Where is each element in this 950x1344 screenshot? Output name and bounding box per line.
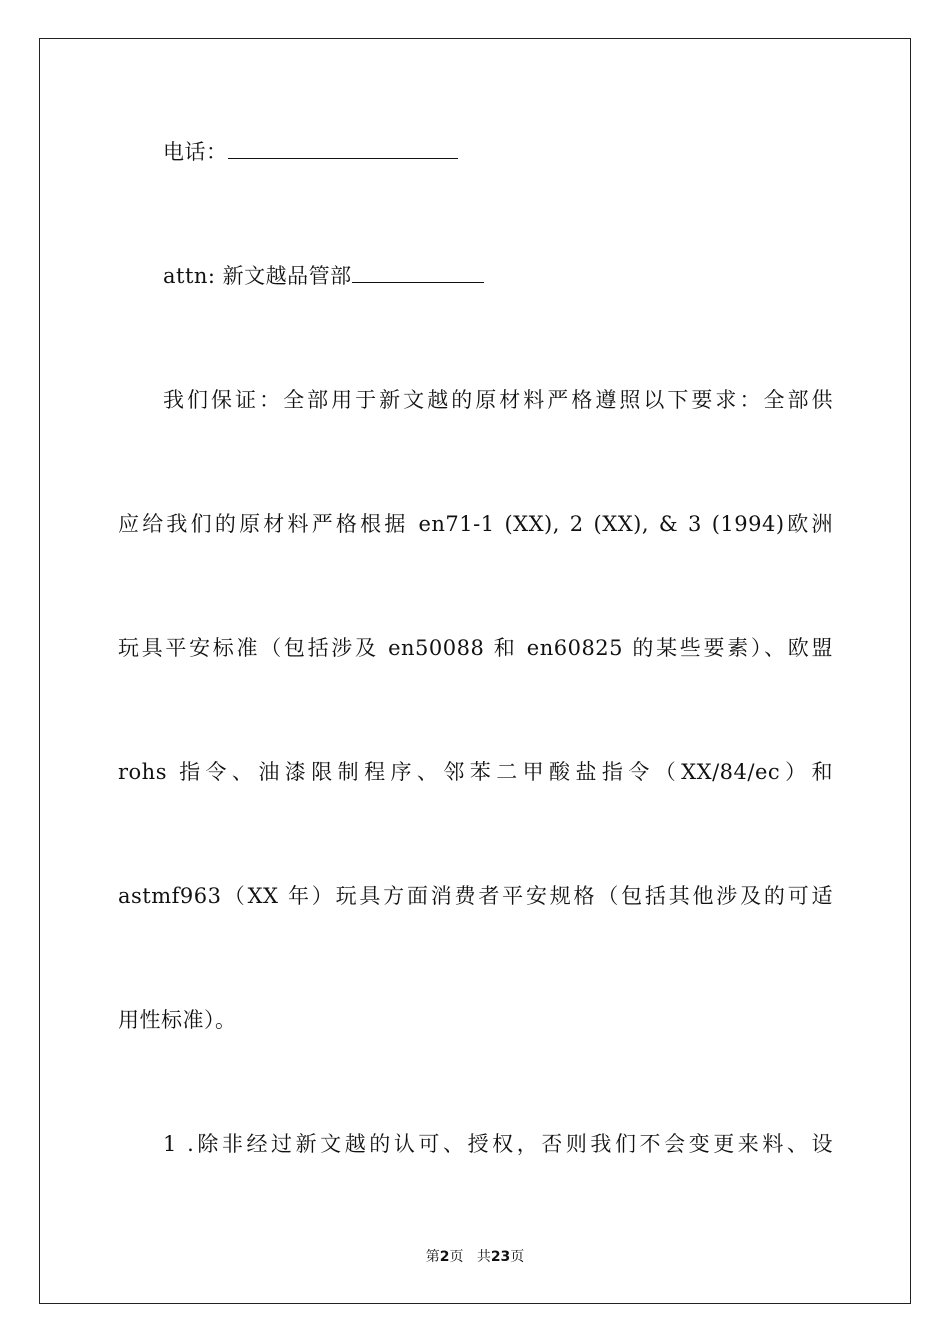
footer-page-suffix: 页 — [449, 1249, 464, 1265]
footer-total-pages: 23 — [490, 1249, 511, 1265]
paragraph-line: astmf963（XX 年）玩具方面消费者平安规格（包括其他涉及的可适 — [118, 884, 833, 908]
footer-current-page: 2 — [439, 1249, 450, 1265]
paragraph-line: 用性标准）。 — [118, 1008, 237, 1032]
attn-blank-line — [352, 262, 484, 283]
paragraph-line: 玩具平安标准（包括涉及 en50088 和 en60825 的某些要素）、欧盟 — [118, 636, 833, 660]
paragraph-line: 应给我们的原材料严格根据 en71-1 (XX), 2 (XX), & 3 (1994)欧洲 — [118, 512, 833, 536]
footer-total-suffix: 页 — [510, 1249, 525, 1265]
paragraph-line: 我们保证：全部用于新文越的原材料严格遵照以下要求：全部供 — [163, 388, 833, 412]
paragraph-line: rohs 指令、油漆限制程序、邻苯二甲酸盐指令（XX/84/ec）和 — [118, 760, 833, 784]
footer-total-prefix: 共 — [476, 1249, 491, 1265]
phone-label: 电话： — [163, 140, 228, 164]
page-border — [39, 38, 911, 1304]
item-1-line: 1 .除非经过新文越的认可、授权，否则我们不会变更来料、设 — [163, 1132, 833, 1156]
page-footer — [0, 1248, 950, 1266]
phone-blank-line — [228, 138, 458, 159]
phone-field-row — [163, 137, 833, 167]
footer-prefix: 第 — [425, 1249, 440, 1265]
attn-label: attn: 新文越品管部 — [163, 264, 352, 288]
attn-row — [163, 261, 833, 291]
